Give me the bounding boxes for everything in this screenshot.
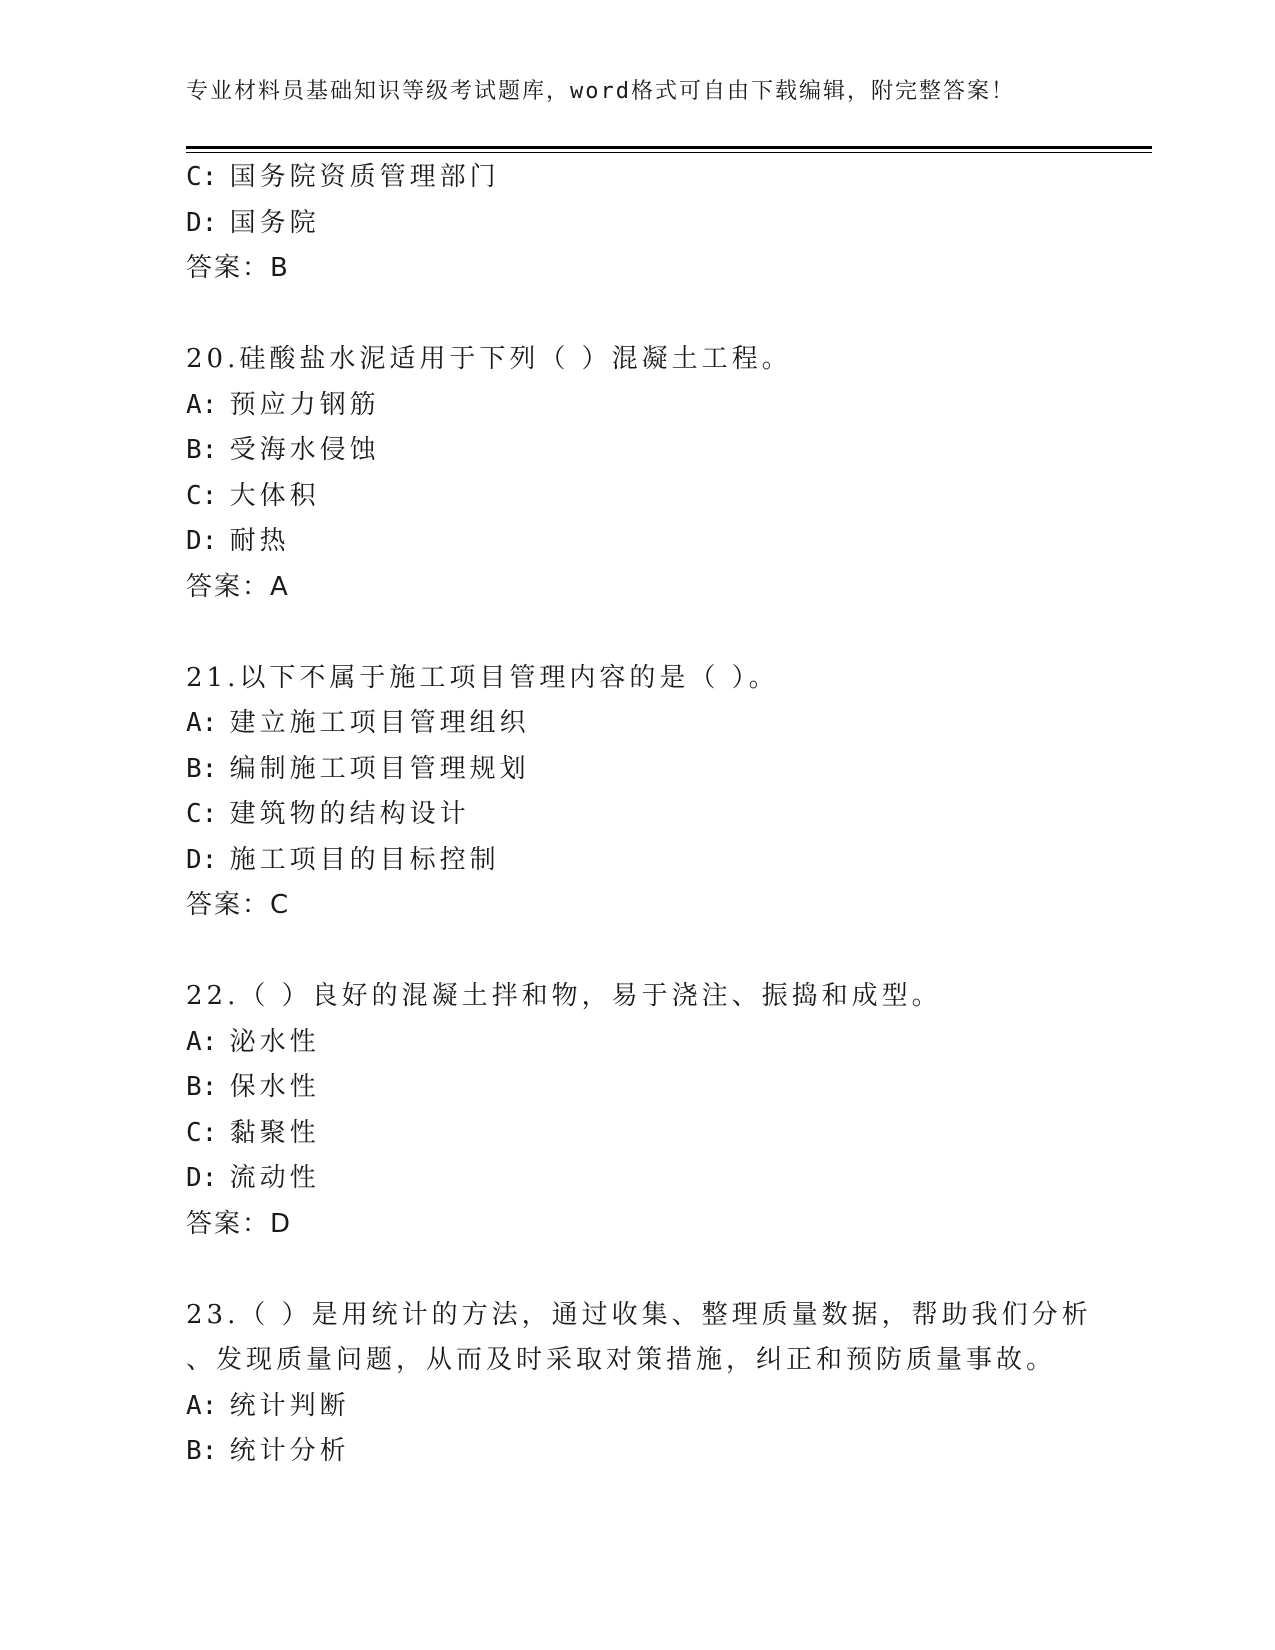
option-c xyxy=(186,474,1116,520)
question-stem: 21.以下不属于施工项目管理内容的是（ ）。 xyxy=(186,662,779,693)
option-label: D: xyxy=(186,844,218,875)
document-body xyxy=(186,155,1116,1475)
option-text: 编制施工项目管理规划 xyxy=(229,753,530,784)
question-stem: 20.硅酸盐水泥适用于下列（ ）混凝土工程。 xyxy=(186,344,792,374)
spacer xyxy=(186,1247,1116,1293)
option-b xyxy=(186,1065,1116,1111)
option-text: 受海水侵蚀 xyxy=(229,435,380,465)
option-text: 建立施工项目管理组织 xyxy=(229,708,530,738)
option-label: B: xyxy=(186,1436,218,1466)
option-text: 大体积 xyxy=(229,480,320,511)
question-stem-line-2: 、发现质量问题，从而及时采取对策措施，纠正和预防质量事故。 xyxy=(186,1345,1057,1375)
option-text: 泌水性 xyxy=(229,1026,320,1057)
option-text: 统计判断 xyxy=(229,1390,350,1421)
option-label: D: xyxy=(186,526,218,556)
option-text: 流动性 xyxy=(229,1163,320,1193)
option-label: D: xyxy=(186,1163,218,1193)
option-a xyxy=(186,1384,1116,1430)
option-text: 建筑物的结构设计 xyxy=(229,799,470,829)
option-label: C: xyxy=(186,162,218,192)
answer: 答案：D xyxy=(186,1208,293,1239)
option-text: 统计分析 xyxy=(229,1436,350,1466)
option-b xyxy=(186,428,1116,474)
option-c xyxy=(186,155,1116,201)
header-rule-thin xyxy=(186,152,1152,153)
option-text: 黏聚性 xyxy=(229,1117,320,1148)
option-text: 国务院 xyxy=(229,207,320,238)
option-d xyxy=(186,201,1116,247)
option-label: B: xyxy=(186,1072,218,1102)
header-rule-thick xyxy=(186,146,1152,149)
option-c xyxy=(186,1111,1116,1157)
option-label: C: xyxy=(186,1117,218,1148)
option-c xyxy=(186,792,1116,838)
spacer xyxy=(186,292,1116,338)
option-label: B: xyxy=(186,435,218,465)
question-stem-line-1: 23.（ ）是用统计的方法，通过收集、整理质量数据，帮助我们分析 xyxy=(186,1299,1092,1330)
option-text: 保水性 xyxy=(229,1072,320,1102)
option-b xyxy=(186,1429,1116,1475)
option-label: C: xyxy=(186,480,218,511)
option-a xyxy=(186,701,1116,747)
question-stem: 22.（ ）良好的混凝土拌和物，易于浇注、振捣和成型。 xyxy=(186,981,942,1011)
answer: 答案：B xyxy=(186,253,290,283)
option-label: A: xyxy=(186,1390,218,1421)
option-d xyxy=(186,1156,1116,1202)
option-label: B: xyxy=(186,753,218,784)
option-text: 国务院资质管理部门 xyxy=(229,162,500,192)
option-label: C: xyxy=(186,799,218,829)
option-text: 施工项目的目标控制 xyxy=(229,844,500,875)
option-b xyxy=(186,747,1116,793)
option-d xyxy=(186,519,1116,565)
option-d xyxy=(186,838,1116,884)
page-header: 专业材料员基础知识等级考试题库，word格式可自由下载编辑，附完整答案！ xyxy=(186,79,1015,104)
option-text: 预应力钢筋 xyxy=(229,389,380,420)
answer: 答案：C xyxy=(186,890,291,920)
spacer xyxy=(186,929,1116,975)
option-text: 耐热 xyxy=(229,526,290,556)
option-label: A: xyxy=(186,708,218,738)
option-a xyxy=(186,1020,1116,1066)
option-a xyxy=(186,383,1116,429)
spacer xyxy=(186,610,1116,656)
option-label: D: xyxy=(186,207,218,238)
option-label: A: xyxy=(186,389,218,420)
option-label: A: xyxy=(186,1026,218,1057)
answer: 答案：A xyxy=(186,571,290,602)
